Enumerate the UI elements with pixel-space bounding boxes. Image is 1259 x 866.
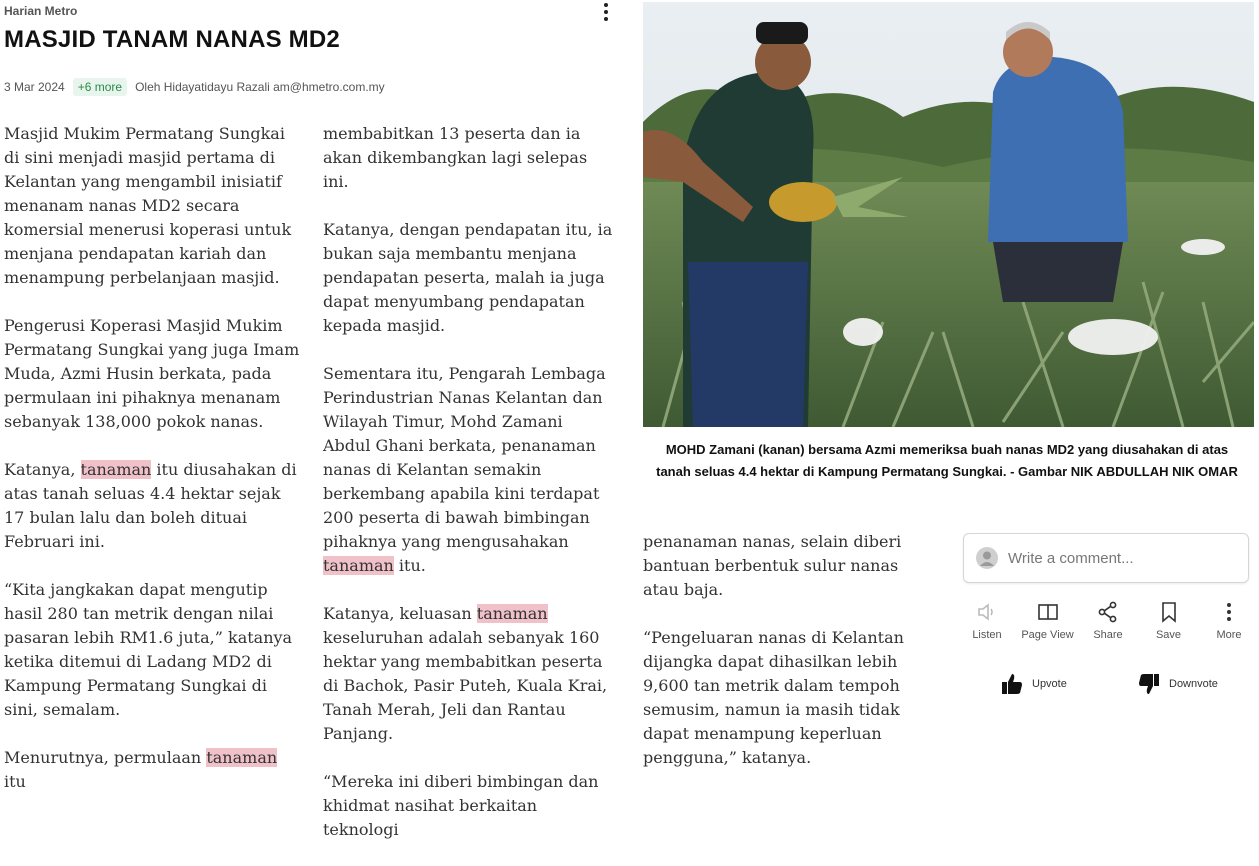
article-title: MASJID TANAM NANAS MD2 [4, 26, 340, 53]
paragraph [323, 602, 615, 746]
paragraph: “Pengeluaran nanas di Kelantan dijangka dapat dihasilkan lebih 9,600 tan metrik dalam tempoh semusim, namun ia masih tidak dapat menampung keperluan pengguna,” katanya. [643, 628, 904, 767]
bookmark-icon [1157, 600, 1181, 624]
page-view-icon [1036, 600, 1060, 624]
text: Katanya, keluasan [323, 604, 477, 623]
listen-button[interactable] [963, 600, 1011, 641]
highlight[interactable]: tanaman [323, 556, 394, 575]
downvote-button[interactable] [1137, 672, 1218, 696]
more-tags-button[interactable]: +6 more [73, 78, 127, 96]
text: itu. [393, 556, 426, 575]
downvote-label: Downvote [1169, 678, 1218, 690]
text: keseluruhan adalah sebanyak 160 hektar yang membabitkan peserta di Bachok, Pasir Puteh, Kuala Krai, Tanah Merah, Jeli dan Rantau Panjang. [323, 628, 608, 743]
paragraph [323, 362, 615, 578]
photo-caption: MOHD Zamani (kanan) bersama Azmi memeriksa buah nanas MD2 yang diusahakan di atas tanah seluas 4.4 hektar di Kampung Permatang Sungkai. - Gambar NIK ABDULLAH NIK OMAR [656, 442, 1238, 479]
article-column-3 [643, 530, 939, 794]
more-vertical-icon [1217, 600, 1241, 624]
thumbs-down-icon [1137, 672, 1161, 696]
comment-input[interactable] [963, 533, 1249, 583]
highlight[interactable]: tanaman [476, 604, 548, 623]
more-button[interactable] [1205, 600, 1253, 641]
save-button[interactable] [1145, 600, 1193, 641]
article-author: Oleh Hidayatidayu Razali am@hmetro.com.my [135, 80, 385, 94]
paragraph: “Kita jangkakan dapat mengutip hasil 280 tan metrik dengan nilai pasaran lebih RM1.6 juta,” katanya ketika ditemui di Ladang MD2 di Kampung Permatang Sungkai di sini, semalam. [4, 580, 293, 719]
share-label: Share [1093, 629, 1123, 641]
more-dot [604, 3, 608, 7]
text: itu [4, 772, 26, 791]
share-button[interactable] [1084, 600, 1132, 641]
thumbs-up-icon [1000, 672, 1024, 696]
more-dot [604, 17, 608, 21]
paragraph: Katanya, dengan pendapatan itu, ia bukan saja membantu menjana pendapatan peserta, malah ia juga dapat menyumbang pendapatan kepada masjid. [323, 220, 613, 335]
paragraph: Masjid Mukim Permatang Sungkai di sini menjadi masjid pertama di Kelantan yang mengambil inisiatif menanam nanas MD2 secara komersial menerusi koperasi untuk menjana pendapatan kariah dan menampung perbelanjaan masjid. [4, 124, 292, 287]
article-photo [643, 2, 1254, 427]
save-label: Save [1155, 629, 1182, 641]
share-icon [1096, 600, 1120, 624]
pineapple-field-photo [643, 2, 1254, 427]
more-label: More [1216, 629, 1242, 641]
comment-placeholder: Write a comment... [1008, 549, 1134, 567]
highlight[interactable]: tanaman [206, 748, 278, 767]
article-menu-button[interactable] [598, 2, 614, 22]
text: Menurutnya, permulaan [4, 748, 207, 767]
speaker-icon [975, 600, 999, 624]
user-avatar-icon [976, 547, 998, 569]
paragraph [4, 746, 304, 794]
paragraph: Pengerusi Koperasi Masjid Mukim Permatang Sungkai yang juga Imam Muda, Azmi Husin berkata, pada permulaan ini pihaknya menanam sebanyak 138,000 pokok nanas. [4, 316, 300, 431]
paragraph [4, 458, 304, 554]
paragraph: membabitkan 13 peserta dan ia akan dikembangkan lagi selepas ini. [323, 124, 588, 191]
paragraph: penanaman nanas, selain diberi bantuan berbentuk sulur nanas atau baja. [643, 532, 902, 599]
article-meta [4, 78, 385, 96]
publisher-name: Harian Metro [4, 4, 78, 18]
text: Sementara itu, Pengarah Lembaga Perindustrian Nanas Kelantan dan Wilayah Timur, Mohd Zamani Abdul Ghani berkata, penanaman nanas di Kelantan semakin berkembang apabila kini terdapat 200 peserta di bawah bimbingan pihaknya yang mengusahakan [323, 364, 606, 551]
article-date: 3 Mar 2024 [4, 80, 65, 94]
highlight[interactable]: tanaman [80, 460, 152, 479]
upvote-label: Upvote [1032, 678, 1067, 690]
upvote-button[interactable] [1000, 672, 1067, 696]
page-view-label: Page View [1021, 629, 1074, 641]
text: itu diusahakan di atas tanah seluas 4.4 hektar sejak 17 bulan lalu dan boleh dituai Februari ini. [4, 460, 297, 551]
page-view-button[interactable] [1021, 600, 1074, 641]
action-toolbar [963, 600, 1253, 641]
more-dot [604, 10, 608, 14]
listen-label: Listen [972, 629, 1002, 641]
article-column-2 [323, 122, 615, 866]
paragraph: “Mereka ini diberi bimbingan dan khidmat nasihat berkaitan teknologi [323, 772, 599, 839]
article-column-1 [4, 122, 304, 818]
text: Katanya, [4, 460, 81, 479]
